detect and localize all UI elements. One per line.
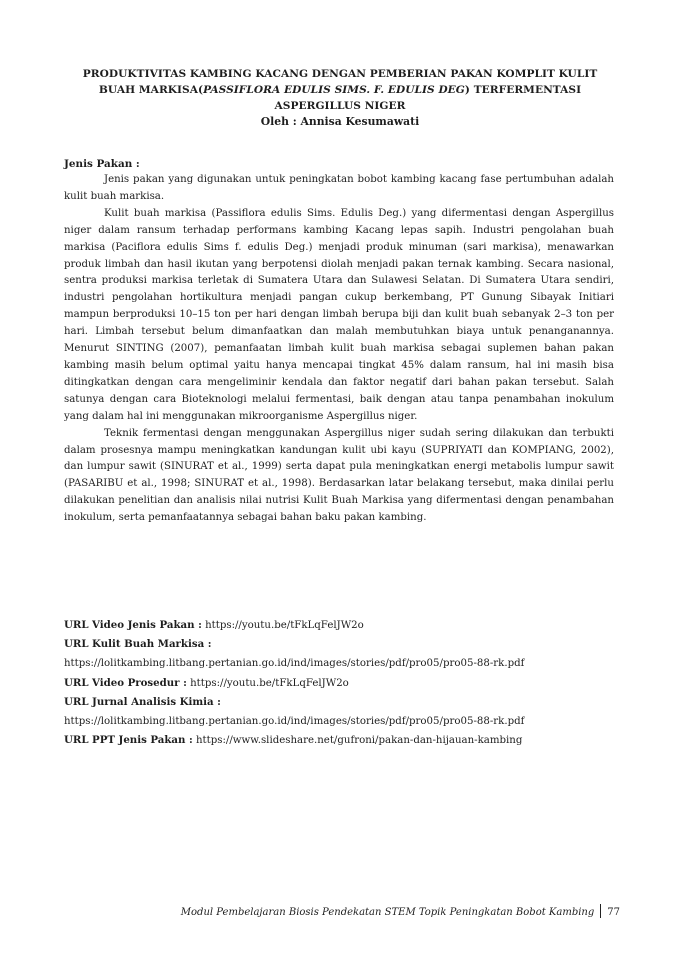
title-line-2-suffix: ) TERFERMENTASI [464, 84, 582, 96]
body-paragraph: Kulit buah markisa (Passiflora edulis Sims. Edulis Deg.) yang difermentasi dengan Aspergillus niger dalam ransum terhadap performans kambing Kacang lepas sapih. Industri pengolahan buah markisa (Paciflora edulis Sims f. edulis Deg.) menjadi produk minuman (sari markisa), menawarkan produk limbah dan hasil ikutan yang berpotensi diolah menjadi pakan ternak kambing. Secara nasional, sentra produksi markisa terletak di Sumatera Utara dan Sulawesi Selatan. Di Sumatera Utara sendiri, industri pengolahan hortikultura menjadi pangan cukup berkembang, PT Gunung Sibayak Initiari mampun berproduksi 10–15 ton per hari dengan limbah berupa biji dan kulit buah sebanyak 2–3 ton per hari. Limbah tersebut belum dimanfaatkan dan malah membutuhkan biaya untuk penanganannya. Menurut SINTING (2007), pemanfaatan limbah kulit buah markisa sebagai suplemen bahan pakan kambing masih belum optimal yaitu hanya mencapai tingkat 45% dalam ransum, hal ini masih bisa ditingkatkan dengan cara mengeliminir kendala dan faktor negatif dari bahan pakan tersebut. Salah satunya dengan cara Bioteknologi melalui fermentasi, baik dengan atau tanpa penambahan inokulum yang dalam hal ini menggunakan mikroorganisme Aspergillus niger. [64, 207, 614, 422]
link-label: URL Kulit Buah Markisa : [64, 638, 212, 651]
section-heading: Jenis Pakan : [64, 158, 140, 170]
link-url[interactable]: https://youtu.be/tFkLqFelJW2o [186, 677, 349, 689]
link-row [64, 654, 620, 673]
footer-divider [600, 904, 601, 918]
reference-links [64, 616, 620, 750]
link-url[interactable]: https://youtu.be/tFkLqFelJW2o [201, 620, 364, 631]
link-row [64, 635, 620, 654]
link-label: URL Video Jenis Pakan : [64, 619, 202, 631]
author-line: Oleh : Annisa Kesumawati [260, 115, 420, 128]
link-row [64, 674, 620, 693]
link-url[interactable]: https://lolitkambing.litbang.pertanian.go.id/ind/images/stories/pdf/pro05/pro05-88-rk.pdf [64, 658, 525, 670]
body-paragraph: Jenis pakan yang digunakan untuk peningkatan bobot kambing kacang fase pertumbuhan adalah kulit buah markisa. [64, 174, 614, 202]
title-line-1: PRODUKTIVITAS KAMBING KACANG DENGAN PEMBERIAN PAKAN KOMPLIT KULIT [82, 68, 598, 80]
title-line-2-species: PASSIFLORA EDULIS SIMS. F. EDULIS DEG [203, 84, 465, 96]
title-line-3: ASPERGILLUS NIGER [274, 100, 406, 112]
link-url[interactable]: https://lolitkambing.litbang.pertanian.go.id/ind/images/stories/pdf/pro05/pro05-88-rk.pdf [64, 716, 525, 728]
main-content [64, 156, 614, 527]
link-label: URL PPT Jenis Pakan : [64, 734, 193, 747]
page-number: 77 [607, 907, 620, 918]
link-label: URL Jurnal Analisis Kimia : [64, 695, 221, 708]
link-url[interactable]: https://www.slideshare.net/gufroni/pakan-dan-hijauan-kambing [192, 735, 523, 747]
link-row [64, 693, 620, 712]
link-row [64, 731, 620, 750]
link-row [64, 712, 620, 731]
footer-module-title: Modul Pembelajaran Biosis Pendekatan STEM Topik Peningkatan Bobot Kambing [180, 907, 595, 918]
body-paragraph: Teknik fermentasi dengan menggunakan Aspergillus niger sudah sering dilakukan dan terbukti dalam prosesnya mampu meningkatkan kandungan kulit ubi kayu (SUPRIYATI dan KOMPIANG, 2002), dan lumpur sawit (SINURAT et al., 1999) serta dapat pula meningkatkan energi metabolis lumpur sawit (PASARIBU et al., 1998; SINURAT et al., 1998). Berdasarkan latar belakang tersebut, maka dinilai perlu dilakukan penelitian dan analisis nilai nutrisi Kulit Buah Markisa yang difermentasi dengan penambahan inokulum, serta pemanfaatannya sebagai bahan baku pakan kambing. [64, 427, 614, 524]
link-row [64, 616, 620, 635]
title-block [60, 66, 620, 130]
title-line-2 [60, 82, 620, 98]
link-label: URL Video Prosedur : [64, 676, 187, 689]
page-footer [150, 904, 620, 918]
title-line-2-prefix: BUAH MARKISA( [98, 84, 204, 96]
